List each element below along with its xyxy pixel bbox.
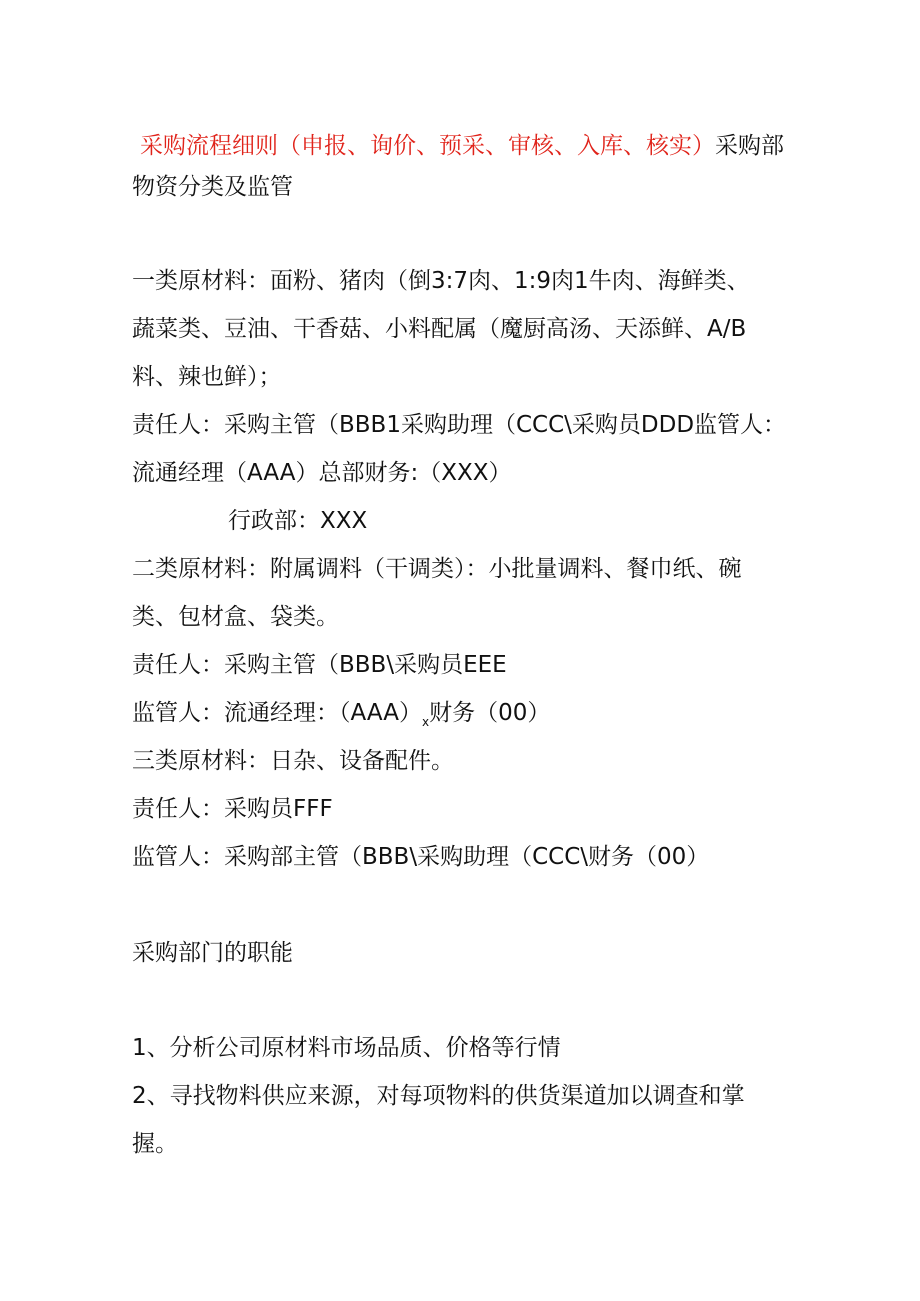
category1-line3: 料、辣也鲜）； — [132, 364, 282, 390]
category2-line1: 二类原材料：附属调料（干调类）：小批量调料、餐巾纸、碗 — [132, 556, 742, 582]
category2-supervisor-suffix: 财务（00） — [429, 700, 551, 726]
title-black-part: 采购部 — [715, 133, 784, 159]
title-red-part: 采购流程细则（申报、询价、预采、审核、入库、核实） — [140, 133, 715, 159]
functions-item-2: 2、寻找物料供应来源，对每项物料的供货渠道加以调查和掌 — [132, 1083, 745, 1109]
category2-supervisor-sub: x — [421, 715, 430, 729]
functions-item-2-cont: 握。 — [132, 1131, 178, 1157]
title-line-2: 物资分类及监管 — [132, 174, 293, 200]
category3-responsible: 责任人：采购员FFF — [132, 796, 333, 822]
category2-supervisor — [132, 698, 550, 737]
category1-admin: 行政部：XXX — [228, 508, 368, 534]
category2-line2: 类、包材盒、袋类。 — [132, 604, 339, 630]
category1-line1: 一类原材料：面粉、猪肉（倒3:7肉、1:9肉1牛肉、海鲜类、 — [132, 268, 750, 294]
category2-responsible: 责任人：采购主管（BBB\采购员EEE — [132, 652, 507, 678]
document-title — [140, 131, 784, 161]
category1-responsible-cont: 流通经理（AAA）总部财务:（XXX） — [132, 460, 512, 486]
category3-line1: 三类原材料：日杂、设备配件。 — [132, 748, 454, 774]
functions-item-1: 1、分析公司原材料市场品质、价格等行情 — [132, 1035, 561, 1061]
functions-heading: 采购部门的职能 — [132, 940, 293, 966]
category1-line2: 蔬菜类、豆油、干香菇、小料配属（魔厨高汤、天添鲜、A/B — [132, 316, 747, 342]
category1-responsible: 责任人：采购主管（BBB1采购助理（CCC\采购员DDD监管人： — [132, 412, 787, 438]
category3-supervisor: 监管人：采购部主管（BBB\采购助理（CCC\财务（00） — [132, 844, 710, 870]
category2-supervisor-prefix: 监管人：流通经理：（AAA） — [132, 700, 422, 726]
